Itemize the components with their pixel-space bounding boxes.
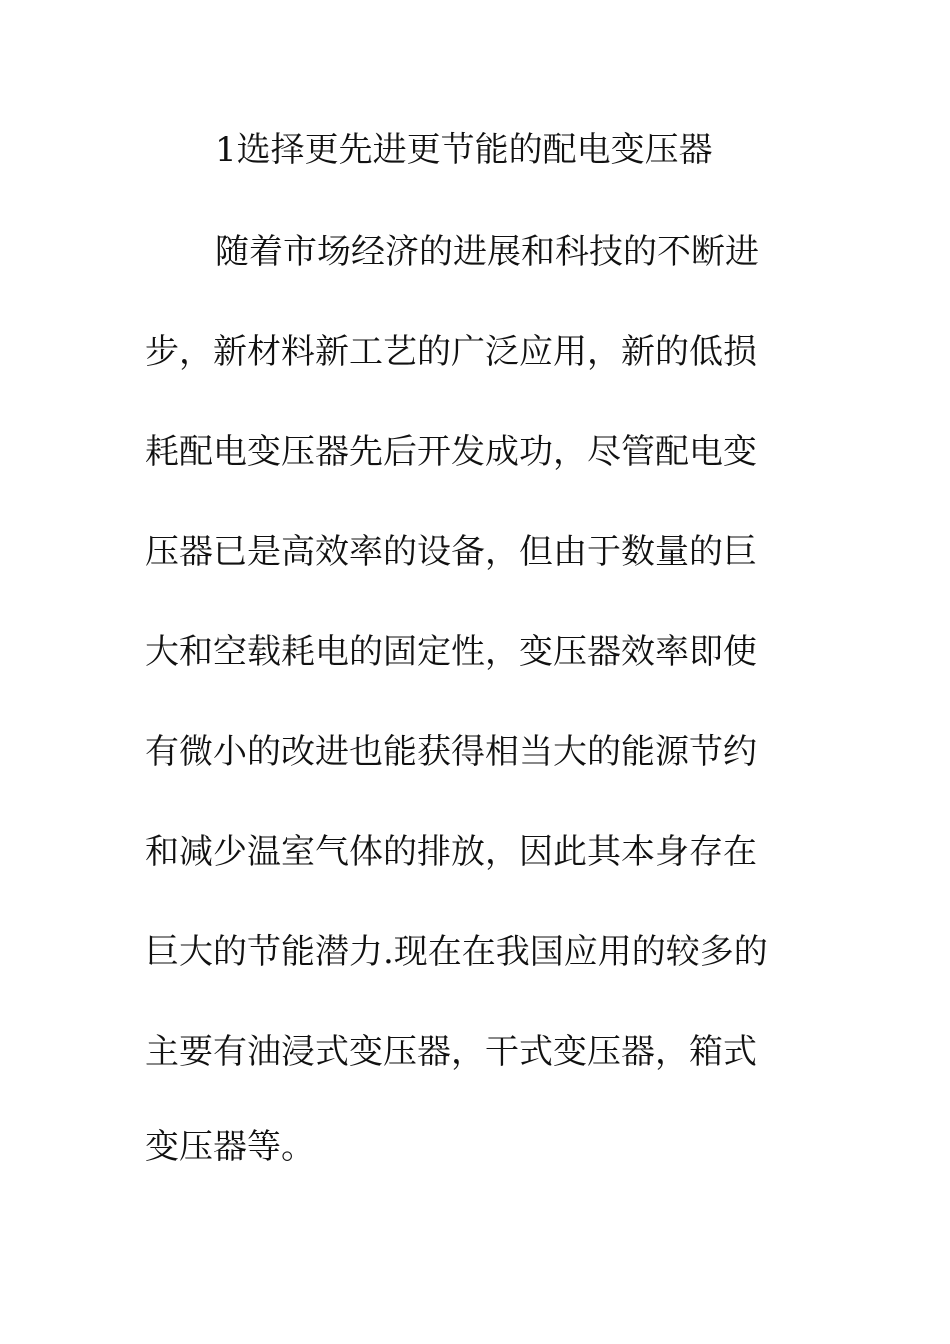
- paragraph-line: 变压器等。: [145, 1127, 315, 1167]
- paragraph-line: 步，新材料新工艺的广泛应用，新的低损: [145, 332, 757, 372]
- paragraph-line: 耗配电变压器先后开发成功，尽管配电变: [145, 432, 757, 472]
- paragraph-line: 压器已是高效率的设备，但由于数量的巨: [145, 532, 757, 572]
- paragraph-line: 主要有油浸式变压器，干式变压器，箱式: [145, 1032, 757, 1072]
- paragraph-line: 有微小的改进也能获得相当大的能源节约: [145, 732, 757, 772]
- paragraph-line: 巨大的节能潜力.现在在我国应用的较多的: [145, 932, 768, 972]
- paragraph-line: 随着市场经济的进展和科技的不断进: [215, 232, 759, 272]
- paragraph-line: 大和空载耗电的固定性，变压器效率即使: [145, 632, 757, 672]
- section-heading: 1选择更先进更节能的配电变压器: [215, 130, 713, 170]
- paragraph-line: 和减少温室气体的排放，因此其本身存在: [145, 832, 757, 872]
